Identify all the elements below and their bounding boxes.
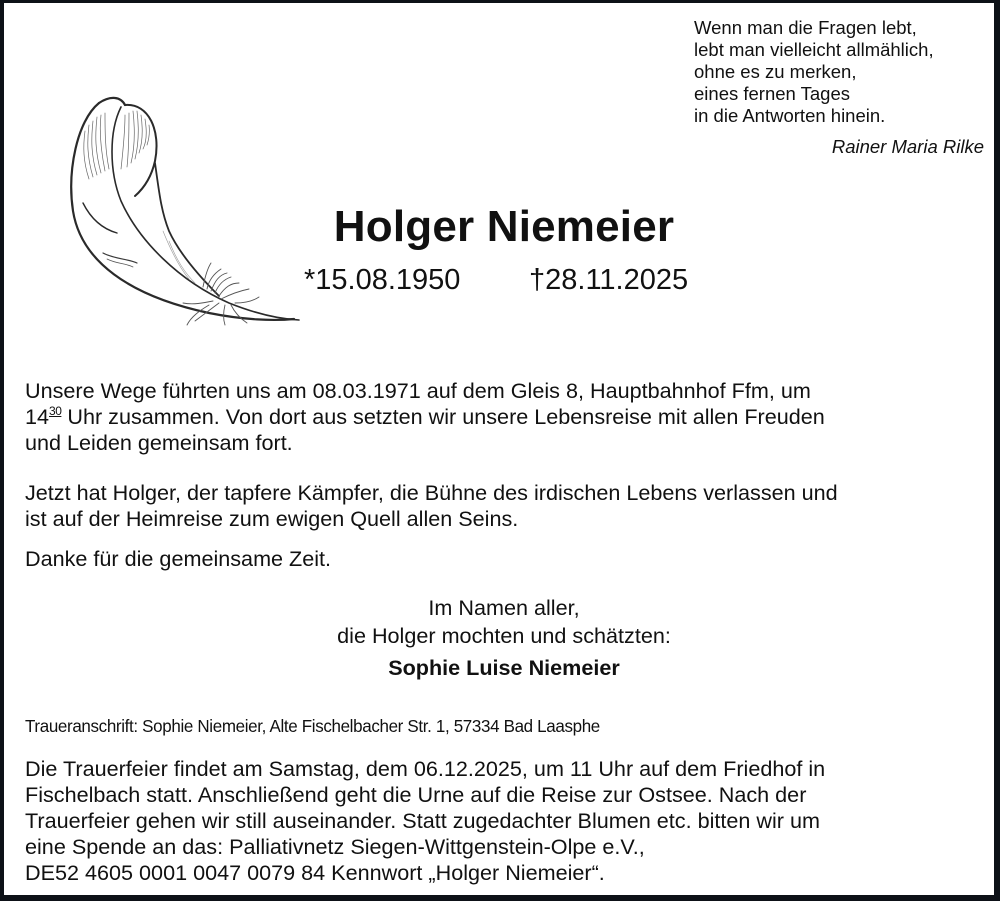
quote-line: in die Antworten hinein. <box>694 105 886 126</box>
text-line: Unsere Wege führten uns am 08.03.1971 auf dem Gleis 8, Hauptbahnhof Ffm, um <box>25 378 811 403</box>
paragraph-farewell <box>25 480 985 532</box>
signature-line: die Holger mochten und schätzten: <box>337 623 671 648</box>
paragraph-story <box>25 378 985 456</box>
signature-block <box>204 594 804 682</box>
rilke-quote <box>694 17 994 158</box>
quote-line: lebt man vielleicht allmählich, <box>694 39 934 60</box>
text-line: Jetzt hat Holger, der tapfere Kämpfer, die Bühne des irdischen Lebens verlassen und <box>25 480 838 505</box>
signature-line: Im Namen aller, <box>428 595 580 620</box>
mourning-address: Traueranschrift: Sophie Niemeier, Alte Fischelbacher Str. 1, 57334 Bad Laasphe <box>25 716 600 736</box>
text-line: eine Spende an das: Palliativnetz Siegen-Wittgenstein-Olpe e.V., <box>25 834 645 859</box>
deceased-name: Holger Niemeier <box>333 202 675 251</box>
funeral-details <box>25 756 985 886</box>
text-line: Die Trauerfeier findet am Samstag, dem 06.12.2025, um 11 Uhr auf dem Friedhof in <box>25 756 826 781</box>
text-line: Danke für die gemeinsame Zeit. <box>25 546 332 571</box>
quote-line: Wenn man die Fragen lebt, <box>694 17 917 38</box>
signatory-name: Sophie Luise Niemeier <box>388 655 620 680</box>
paragraph-thanks <box>25 546 985 572</box>
text-line: Fischelbach statt. Anschließend geht die Urne auf die Reise zur Ostsee. Nach der <box>25 782 807 807</box>
birth-date: *15.08.1950 <box>304 264 461 296</box>
quote-line: eines fernen Tages <box>694 83 850 104</box>
text-line <box>25 404 985 430</box>
quote-line: ohne es zu merken, <box>694 61 857 82</box>
time-hour: 14 <box>25 404 50 429</box>
text-line: und Leiden gemeinsam fort. <box>25 430 293 455</box>
text-line: Trauerfeier gehen wir still auseinander. Statt zugedachter Blumen etc. bitten wir um <box>25 808 820 833</box>
time-minutes: 30 <box>49 404 62 418</box>
text-line: DE52 4605 0001 0047 0079 84 Kennwort „Holger Niemeier“. <box>25 860 605 885</box>
death-date: †28.11.2025 <box>529 264 689 296</box>
text-line: ist auf der Heimreise zum ewigen Quell allen Seins. <box>25 506 519 531</box>
quote-author: Rainer Maria Rilke <box>831 136 984 157</box>
text-fragment: Uhr zusammen. Von dort aus setzten wir unsere Lebensreise mit allen Freuden <box>61 404 825 429</box>
